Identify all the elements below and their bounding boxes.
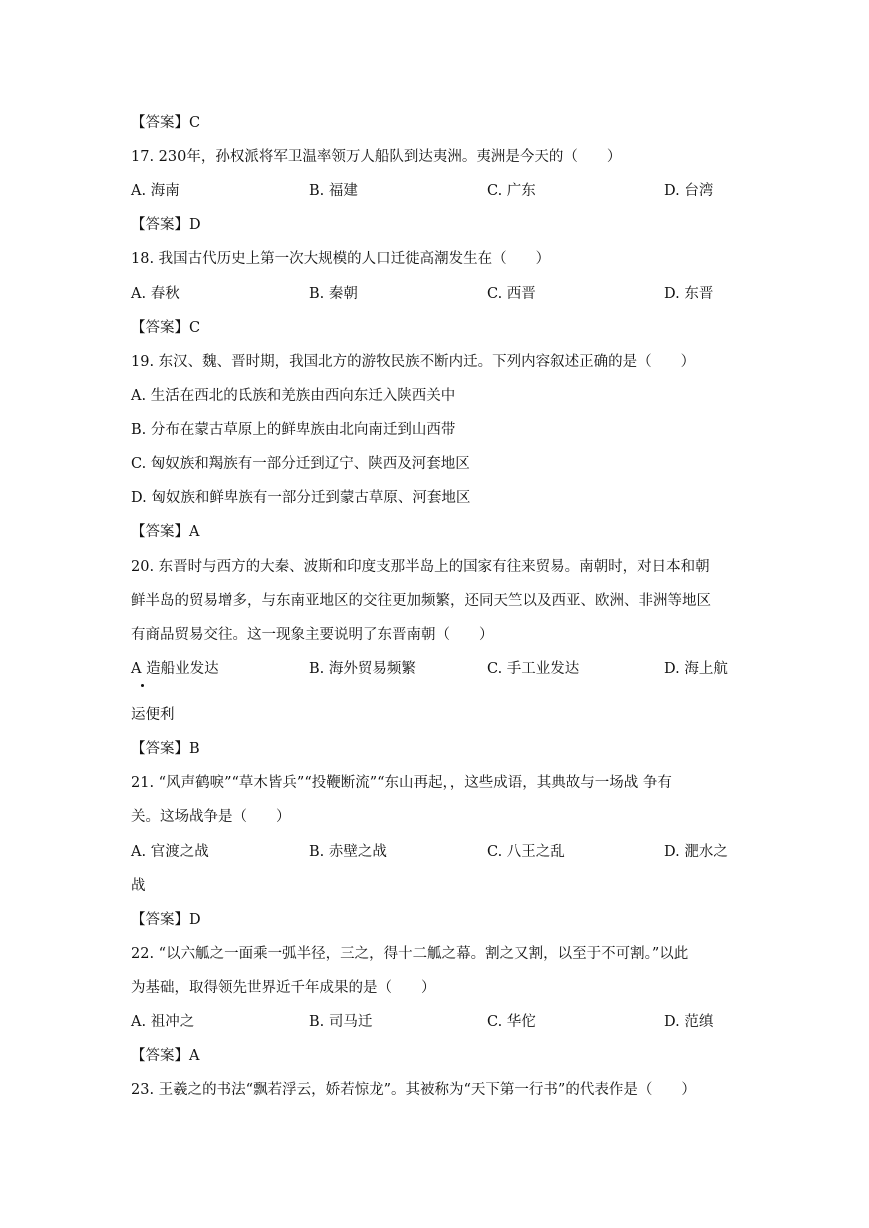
q21-option-c: C. 八王之乱 [487,844,565,860]
bullet-dot-mark [141,684,144,687]
question-23-stem: 23. 王羲之的书法“飘若浮云，娇若惊龙”。其被称为“天下第一行书”的代表作是（ ） [131,1082,696,1098]
q17-option-b: B. 福建 [309,183,358,199]
q19-option-a: A. 生活在西北的氐族和羌族由西向东迁入陕西关中 [131,388,456,404]
question-22-stem-line1: 22. “以六觚之一面乘一弧半径，三之，得十二觚之幕。割之又割，以至于不可割。”以此 [131,946,689,962]
question-20-stem-line3: 有商品贸易交往。这一现象主要说明了东晋南朝（ ） [131,627,494,643]
q21-option-b: B. 赤壁之战 [309,844,387,860]
q20-option-b: B. 海外贸易频繁 [309,661,416,677]
question-21-stem-line1: 21. “风声鹤唳”“草木皆兵”“投鞭断流”“东山再起，，这些成语，其典故与一场战 争有 [131,775,672,791]
question-20-stem-line1: 20. 东晋时与西方的大秦、波斯和印度支那半岛上的国家有往来贸易。南朝时，对日本和朝 [131,559,710,575]
q20-option-a: A 造船业发达 [131,661,219,677]
q18-option-d: D. 东晋 [664,286,714,302]
q21-option-d: D. 淝水之 [664,844,728,860]
q18-option-a: A. 春秋 [131,286,180,302]
question-18-stem: 18. 我国古代历史上第一次大规模的人口迁徙高潮发生在（ ） [131,251,551,267]
question-17-stem: 17. 230年，孙权派将军卫温率领万人船队到达夷洲。夷洲是今天的（ ） [131,149,622,165]
q18-option-b: B. 秦朝 [309,286,358,302]
q19-option-b: B. 分布在蒙古草原上的鲜卑族由北向南迁到山西带 [131,422,456,438]
q17-option-c: C. 广东 [487,183,536,199]
answer-q22: 【答案】A [131,1048,200,1064]
question-19-stem: 19. 东汉、魏、晋时期，我国北方的游牧民族不断内迁。下列内容叙述正确的是（ ） [131,354,696,370]
q17-option-a: A. 海南 [131,183,180,199]
question-21-stem-line2: 关。这场战争是（ ） [131,809,291,825]
answer-q18: 【答案】C [131,320,201,336]
q19-option-c: C. 匈奴族和羯族有一部分迁到辽宁、陕西及河套地区 [131,456,470,472]
q22-option-d: D. 范缜 [664,1014,714,1030]
q21-option-a: A. 官渡之战 [131,844,209,860]
q22-option-a: A. 祖冲之 [131,1014,195,1030]
q20-option-c: C. 手工业发达 [487,661,580,677]
q17-option-d: D. 台湾 [664,183,714,199]
answer-q20: 【答案】B [131,741,200,757]
answer-q21: 【答案】D [131,912,201,928]
question-22-stem-line2: 为基础，取得领先世界近千年成果的是（ ） [131,980,436,996]
answer-q16: 【答案】C [131,115,201,131]
q22-option-c: C. 华佗 [487,1014,536,1030]
answer-q17: 【答案】D [131,217,201,233]
q20-option-d: D. 海上航 [664,661,728,677]
q20-option-d-wrap: 运便利 [131,707,175,723]
question-20-stem-line2: 鲜半岛的贸易增多，与东南亚地区的交往更加频繁，还同天竺以及西亚、欧洲、非洲等地区 [131,593,711,609]
q19-option-d: D. 匈奴族和鲜卑族有一部分迁到蒙古草原、河套地区 [131,490,471,506]
answer-q19: 【答案】A [131,524,200,540]
q18-option-c: C. 西晋 [487,286,536,302]
q21-option-d-wrap: 战 [131,878,146,894]
q22-option-b: B. 司马迁 [309,1014,373,1030]
